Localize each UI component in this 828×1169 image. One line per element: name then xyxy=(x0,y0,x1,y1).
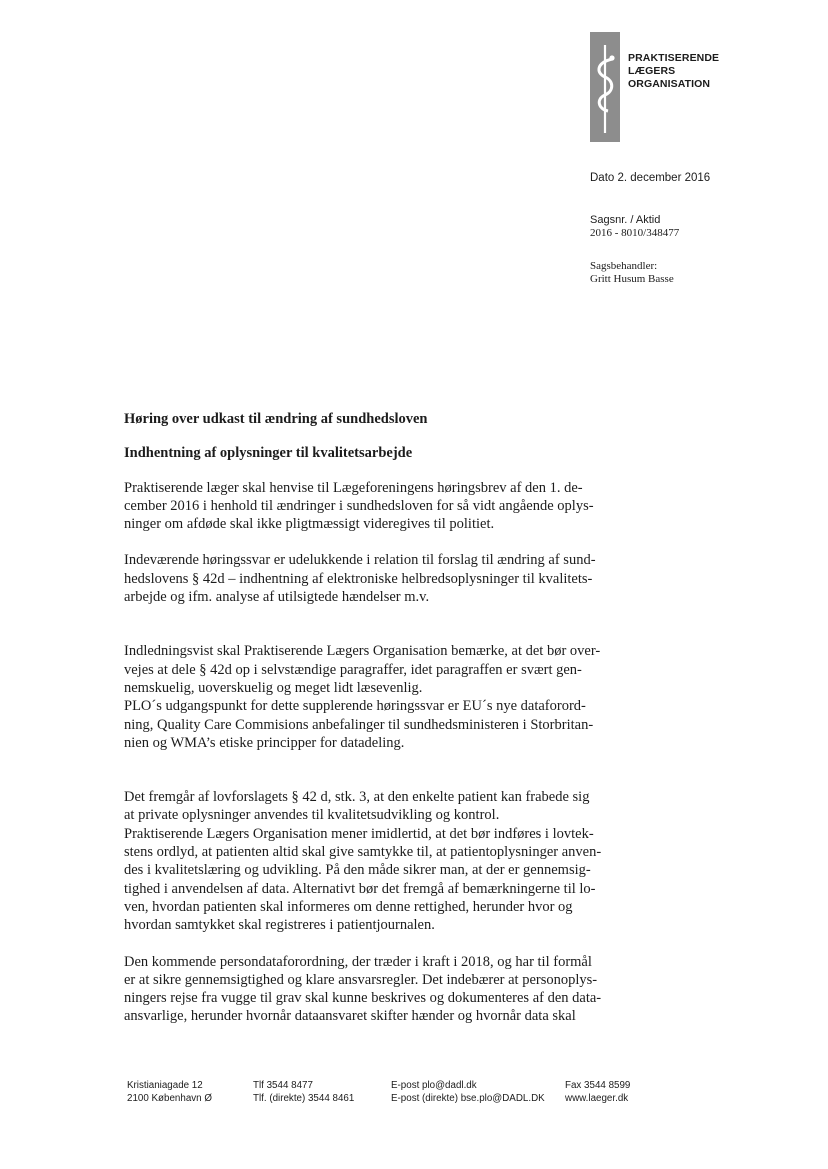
text-line: ansvarlige, herunder hvornår dataansvaret skifter hænder og hvornår data skal xyxy=(124,1008,576,1025)
text-line: nien og WMA’s etiske principper for datadeling. xyxy=(124,734,405,751)
text-line: Indeværende høringssvar er udelukkende i relation til forslag til ændring af sund- xyxy=(124,552,596,569)
letter-body xyxy=(124,410,654,1044)
footer-text: Tlf 3544 8477 xyxy=(253,1080,313,1091)
paragraph xyxy=(124,642,654,752)
text-line: tighed i anvendelsen af data. Alternativt bør det fremgå af bemærkningerne til lo- xyxy=(124,880,596,897)
text-line: hvordan samtykket skal registreres i patientjournalen. xyxy=(124,917,435,934)
text-line: er at sikre gennemsigtighed og klare ansvarsregler. Det indebærer at personoplys- xyxy=(124,971,598,988)
handler-label: Sagsbehandler: xyxy=(590,260,658,272)
text-line: at private oplysninger anvendes til kvalitetsudvikling og kontrol. xyxy=(124,807,500,824)
text-line: Praktiserende Lægers Organisation mener imidlertid, at det bør indføres i lovtek- xyxy=(124,825,594,842)
footer-text: www.laeger.dk xyxy=(565,1092,629,1104)
letter-date xyxy=(590,172,710,185)
date-text: Dato 2. december 2016 xyxy=(590,172,711,184)
footer-phone xyxy=(253,1080,354,1105)
footer-address xyxy=(127,1080,212,1105)
text-line: hedslovens § 42d – indhentning af elektroniske helbredsoplysninger til kvalitets- xyxy=(124,570,593,587)
text-line: vejes at dele § 42d op i selvstændige paragraffer, idet paragraffen er svært gen- xyxy=(124,661,582,678)
handler-name: Gritt Husum Basse xyxy=(590,273,674,285)
org-name-line: LÆGERS xyxy=(628,65,676,77)
org-name-line: PRAKTISERENDE xyxy=(628,52,720,64)
text-line: ninger om afdøde skal ikke pligtmæssigt videregives til politiet. xyxy=(124,516,495,533)
case-reference xyxy=(590,214,679,240)
text-line: ning, Quality Care Commisions anbefalinger til sundhedsministeren i Storbritan- xyxy=(124,716,594,733)
paragraph xyxy=(124,953,654,1026)
org-name xyxy=(628,52,719,91)
text-line: nemskuelig, uoverskuelig og meget lidt læsevenlig. xyxy=(124,679,423,696)
org-name-line: ORGANISATION xyxy=(628,78,711,90)
text-line: Den kommende persondataforordning, der træder i kraft i 2018, og har til formål xyxy=(124,953,592,970)
letterhead-logo xyxy=(590,32,719,142)
letter-subheading: Indhentning af oplysninger til kvalitetsarbejde xyxy=(124,445,413,462)
text-line: Indledningsvist skal Praktiserende Lægers Organisation bemærke, at det bør over- xyxy=(124,643,601,660)
text-line: ven, hvordan patienten skal informeres om denne rettighed, herunder hvor og xyxy=(124,898,573,915)
footer-text: E-post plo@dadl.dk xyxy=(391,1080,477,1091)
paragraph xyxy=(124,788,654,934)
caduceus-icon xyxy=(592,37,618,137)
footer-text: Tlf. (direkte) 3544 8461 xyxy=(253,1092,355,1104)
text-line: PLO´s udgangspunkt for dette supplerende høringssvar er EU´s nye dataforord- xyxy=(124,698,586,715)
case-label: Sagsnr. / Aktid xyxy=(590,214,661,226)
text-line: stens ordlyd, at patienten altid skal give samtykke til, at patientoplysninger anven- xyxy=(124,844,602,861)
footer-text: E-post (direkte) bse.plo@DADL.DK xyxy=(391,1092,545,1104)
case-handler xyxy=(590,260,674,286)
footer-text: Fax 3544 8599 xyxy=(565,1080,631,1091)
footer-email xyxy=(391,1080,545,1105)
text-line: ningers rejse fra vugge til grav skal kunne beskrives og dokumenteres af den data- xyxy=(124,990,602,1007)
letter-heading: Høring over udkast til ændring af sundhedsloven xyxy=(124,411,428,427)
text-line: arbejde og ifm. analyse af utilsigtede hændelser m.v. xyxy=(124,589,430,606)
text-line: cember 2016 i henhold til ændringer i sundhedsloven for så vidt angående oplys- xyxy=(124,497,594,514)
paragraph xyxy=(124,479,654,534)
footer-fax-web xyxy=(565,1080,630,1105)
logo-emblem xyxy=(590,32,620,142)
text-line: Det fremgår af lovforslagets § 42 d, stk. 3, at den enkelte patient kan frabede sig xyxy=(124,789,590,806)
case-number: 2016 - 8010/348477 xyxy=(590,227,680,239)
footer-text: 2100 København Ø xyxy=(127,1092,212,1104)
text-line: des i kvalitetslæring og udvikling. På den måde sikrer man, at der er gennemsig- xyxy=(124,862,591,879)
paragraph xyxy=(124,551,654,606)
footer-text: Kristianiagade 12 xyxy=(127,1080,203,1091)
text-line: Praktiserende læger skal henvise til Lægeforeningens høringsbrev af den 1. de- xyxy=(124,479,583,496)
